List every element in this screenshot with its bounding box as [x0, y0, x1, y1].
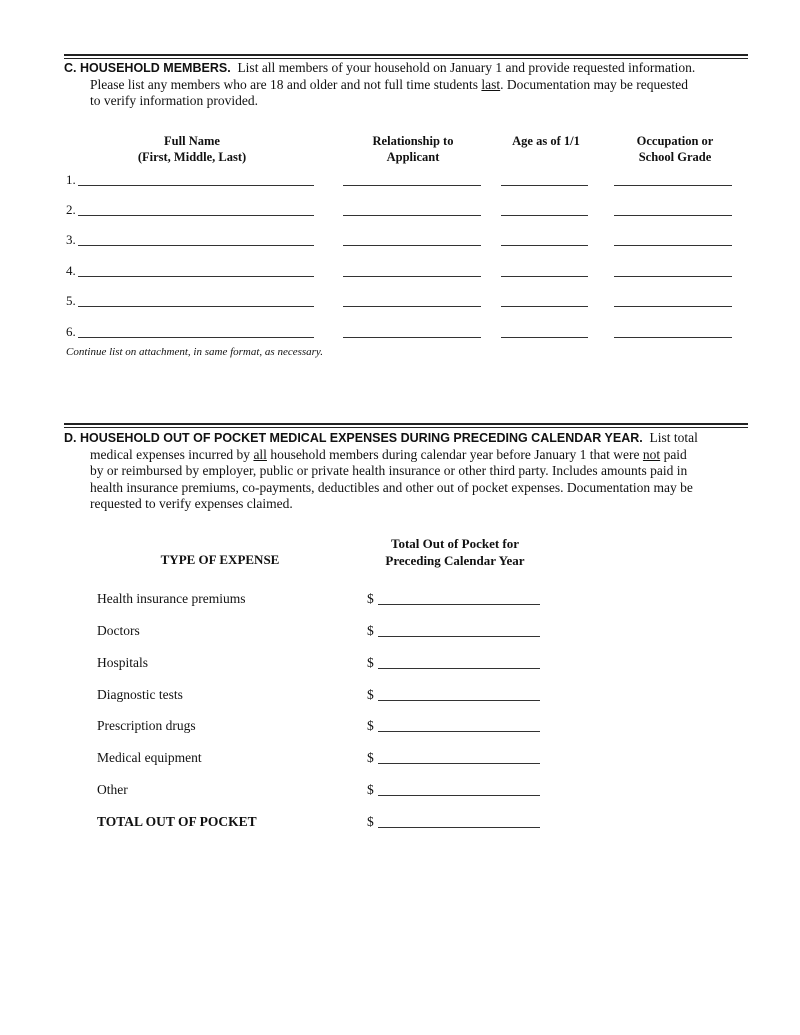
full-name-field[interactable]	[78, 203, 314, 216]
relationship-field[interactable]	[343, 173, 481, 186]
occupation-field[interactable]	[614, 294, 732, 307]
row-number: 1.	[66, 172, 76, 187]
section-d-top-rule-thin	[64, 427, 748, 428]
section-d-text-line5: requested to verify expenses claimed.	[90, 496, 293, 511]
full-name-field[interactable]	[78, 264, 314, 277]
expense-label: Medical equipment	[97, 750, 202, 765]
expense-amount-field[interactable]	[378, 751, 540, 764]
section-d-top-rule	[64, 423, 748, 425]
row-number: 4.	[66, 263, 76, 278]
column-relationship-line2: Applicant	[386, 150, 440, 164]
age-field[interactable]	[501, 294, 588, 307]
full-name-field[interactable]	[78, 173, 314, 186]
expense-amount-field[interactable]	[378, 624, 540, 637]
expense-amount-field[interactable]	[378, 592, 540, 605]
section-c-top-rule	[64, 54, 748, 56]
continue-note: Continue list on attachment, in same format, as necessary.	[66, 346, 323, 358]
column-relationship	[343, 133, 483, 165]
column-occupation	[612, 133, 738, 165]
column-relationship-line1: Relationship to	[372, 134, 454, 148]
column-full-name-line1: Full Name	[164, 134, 220, 148]
expense-label: Prescription drugs	[97, 718, 196, 733]
section-c-intro-underlined: last	[481, 76, 501, 92]
expense-label: Doctors	[97, 623, 140, 638]
age-field[interactable]	[501, 173, 588, 186]
section-c-heading: C. HOUSEHOLD MEMBERS.	[64, 61, 231, 75]
dollar-sign: $	[367, 718, 374, 733]
section-d-underlined-not: not	[642, 446, 661, 462]
column-total-line2: Preceding Calendar Year	[385, 553, 525, 568]
age-field[interactable]	[501, 203, 588, 216]
expense-label: Other	[97, 782, 128, 797]
expense-amount-field[interactable]	[378, 719, 540, 732]
column-occupation-line1: Occupation or	[636, 134, 714, 148]
age-field[interactable]	[501, 325, 588, 338]
section-c-top-rule-thin	[64, 58, 748, 59]
full-name-field[interactable]	[78, 233, 314, 246]
relationship-field[interactable]	[343, 325, 481, 338]
section-d-intro	[64, 430, 754, 513]
dollar-sign: $	[367, 655, 374, 670]
expense-label: Diagnostic tests	[97, 687, 183, 702]
column-full-name	[112, 133, 272, 165]
occupation-field[interactable]	[614, 173, 732, 186]
expense-amount-field[interactable]	[378, 783, 540, 796]
section-d-text-line2b: household members during calendar year before January 1 that were	[266, 446, 643, 462]
occupation-field[interactable]	[614, 203, 732, 216]
dollar-sign: $	[367, 591, 374, 606]
section-d-text-line2a: medical expenses incurred by	[90, 446, 254, 462]
occupation-field[interactable]	[614, 233, 732, 246]
section-d-heading: D. HOUSEHOLD OUT OF POCKET MEDICAL EXPENSES DURING PRECEDING CALENDAR YEAR.	[64, 431, 643, 445]
occupation-field[interactable]	[614, 264, 732, 277]
occupation-field[interactable]	[614, 325, 732, 338]
dollar-sign: $	[367, 750, 374, 765]
full-name-field[interactable]	[78, 294, 314, 307]
relationship-field[interactable]	[343, 203, 481, 216]
relationship-field[interactable]	[343, 233, 481, 246]
expense-label: Health insurance premiums	[97, 591, 246, 606]
relationship-field[interactable]	[343, 294, 481, 307]
expense-amount-field[interactable]	[378, 688, 540, 701]
section-d-text-line1: List total	[649, 430, 698, 445]
column-total-line1: Total Out of Pocket for	[390, 536, 520, 551]
row-number: 2.	[66, 202, 76, 217]
section-c-intro-line3: to verify information provided.	[90, 93, 258, 108]
section-c-intro-line1: List all members of your household on January 1 and provide requested information.	[237, 60, 696, 75]
dollar-sign: $	[367, 814, 374, 829]
relationship-field[interactable]	[343, 264, 481, 277]
dollar-sign: $	[367, 782, 374, 797]
column-total-out-of-pocket	[365, 535, 545, 569]
section-c-intro-line2a: Please list any members who are 18 and older and not full time students	[90, 76, 482, 92]
dollar-sign: $	[367, 687, 374, 702]
total-amount-field[interactable]	[378, 815, 540, 828]
column-age-line1: Age as of 1/1	[512, 134, 580, 148]
row-number: 6.	[66, 324, 76, 339]
column-full-name-line2: (First, Middle, Last)	[137, 150, 247, 164]
column-occupation-line2: School Grade	[638, 150, 712, 164]
section-c-intro-line2b: . Documentation may be requested	[500, 76, 688, 92]
section-c-intro	[64, 60, 754, 110]
column-type-of-expense: TYPE OF EXPENSE	[160, 552, 280, 567]
total-expense-label: TOTAL OUT OF POCKET	[97, 814, 257, 829]
section-d-text-line2c: paid	[660, 446, 687, 462]
row-number: 3.	[66, 232, 76, 247]
dollar-sign: $	[367, 623, 374, 638]
expense-label: Hospitals	[97, 655, 149, 670]
age-field[interactable]	[501, 264, 588, 277]
full-name-field[interactable]	[78, 325, 314, 338]
column-age	[496, 133, 596, 149]
section-d-text-line4: health insurance premiums, co-payments, deductibles and other out of pocket expenses. Documentation may be	[90, 479, 693, 495]
age-field[interactable]	[501, 233, 588, 246]
section-d-underlined-all: all	[253, 446, 267, 462]
section-d-text-line3: by or reimbursed by employer, public or private health insurance or other third party. Includes amounts paid in	[90, 463, 688, 478]
expense-amount-field[interactable]	[378, 656, 540, 669]
row-number: 5.	[66, 293, 76, 308]
